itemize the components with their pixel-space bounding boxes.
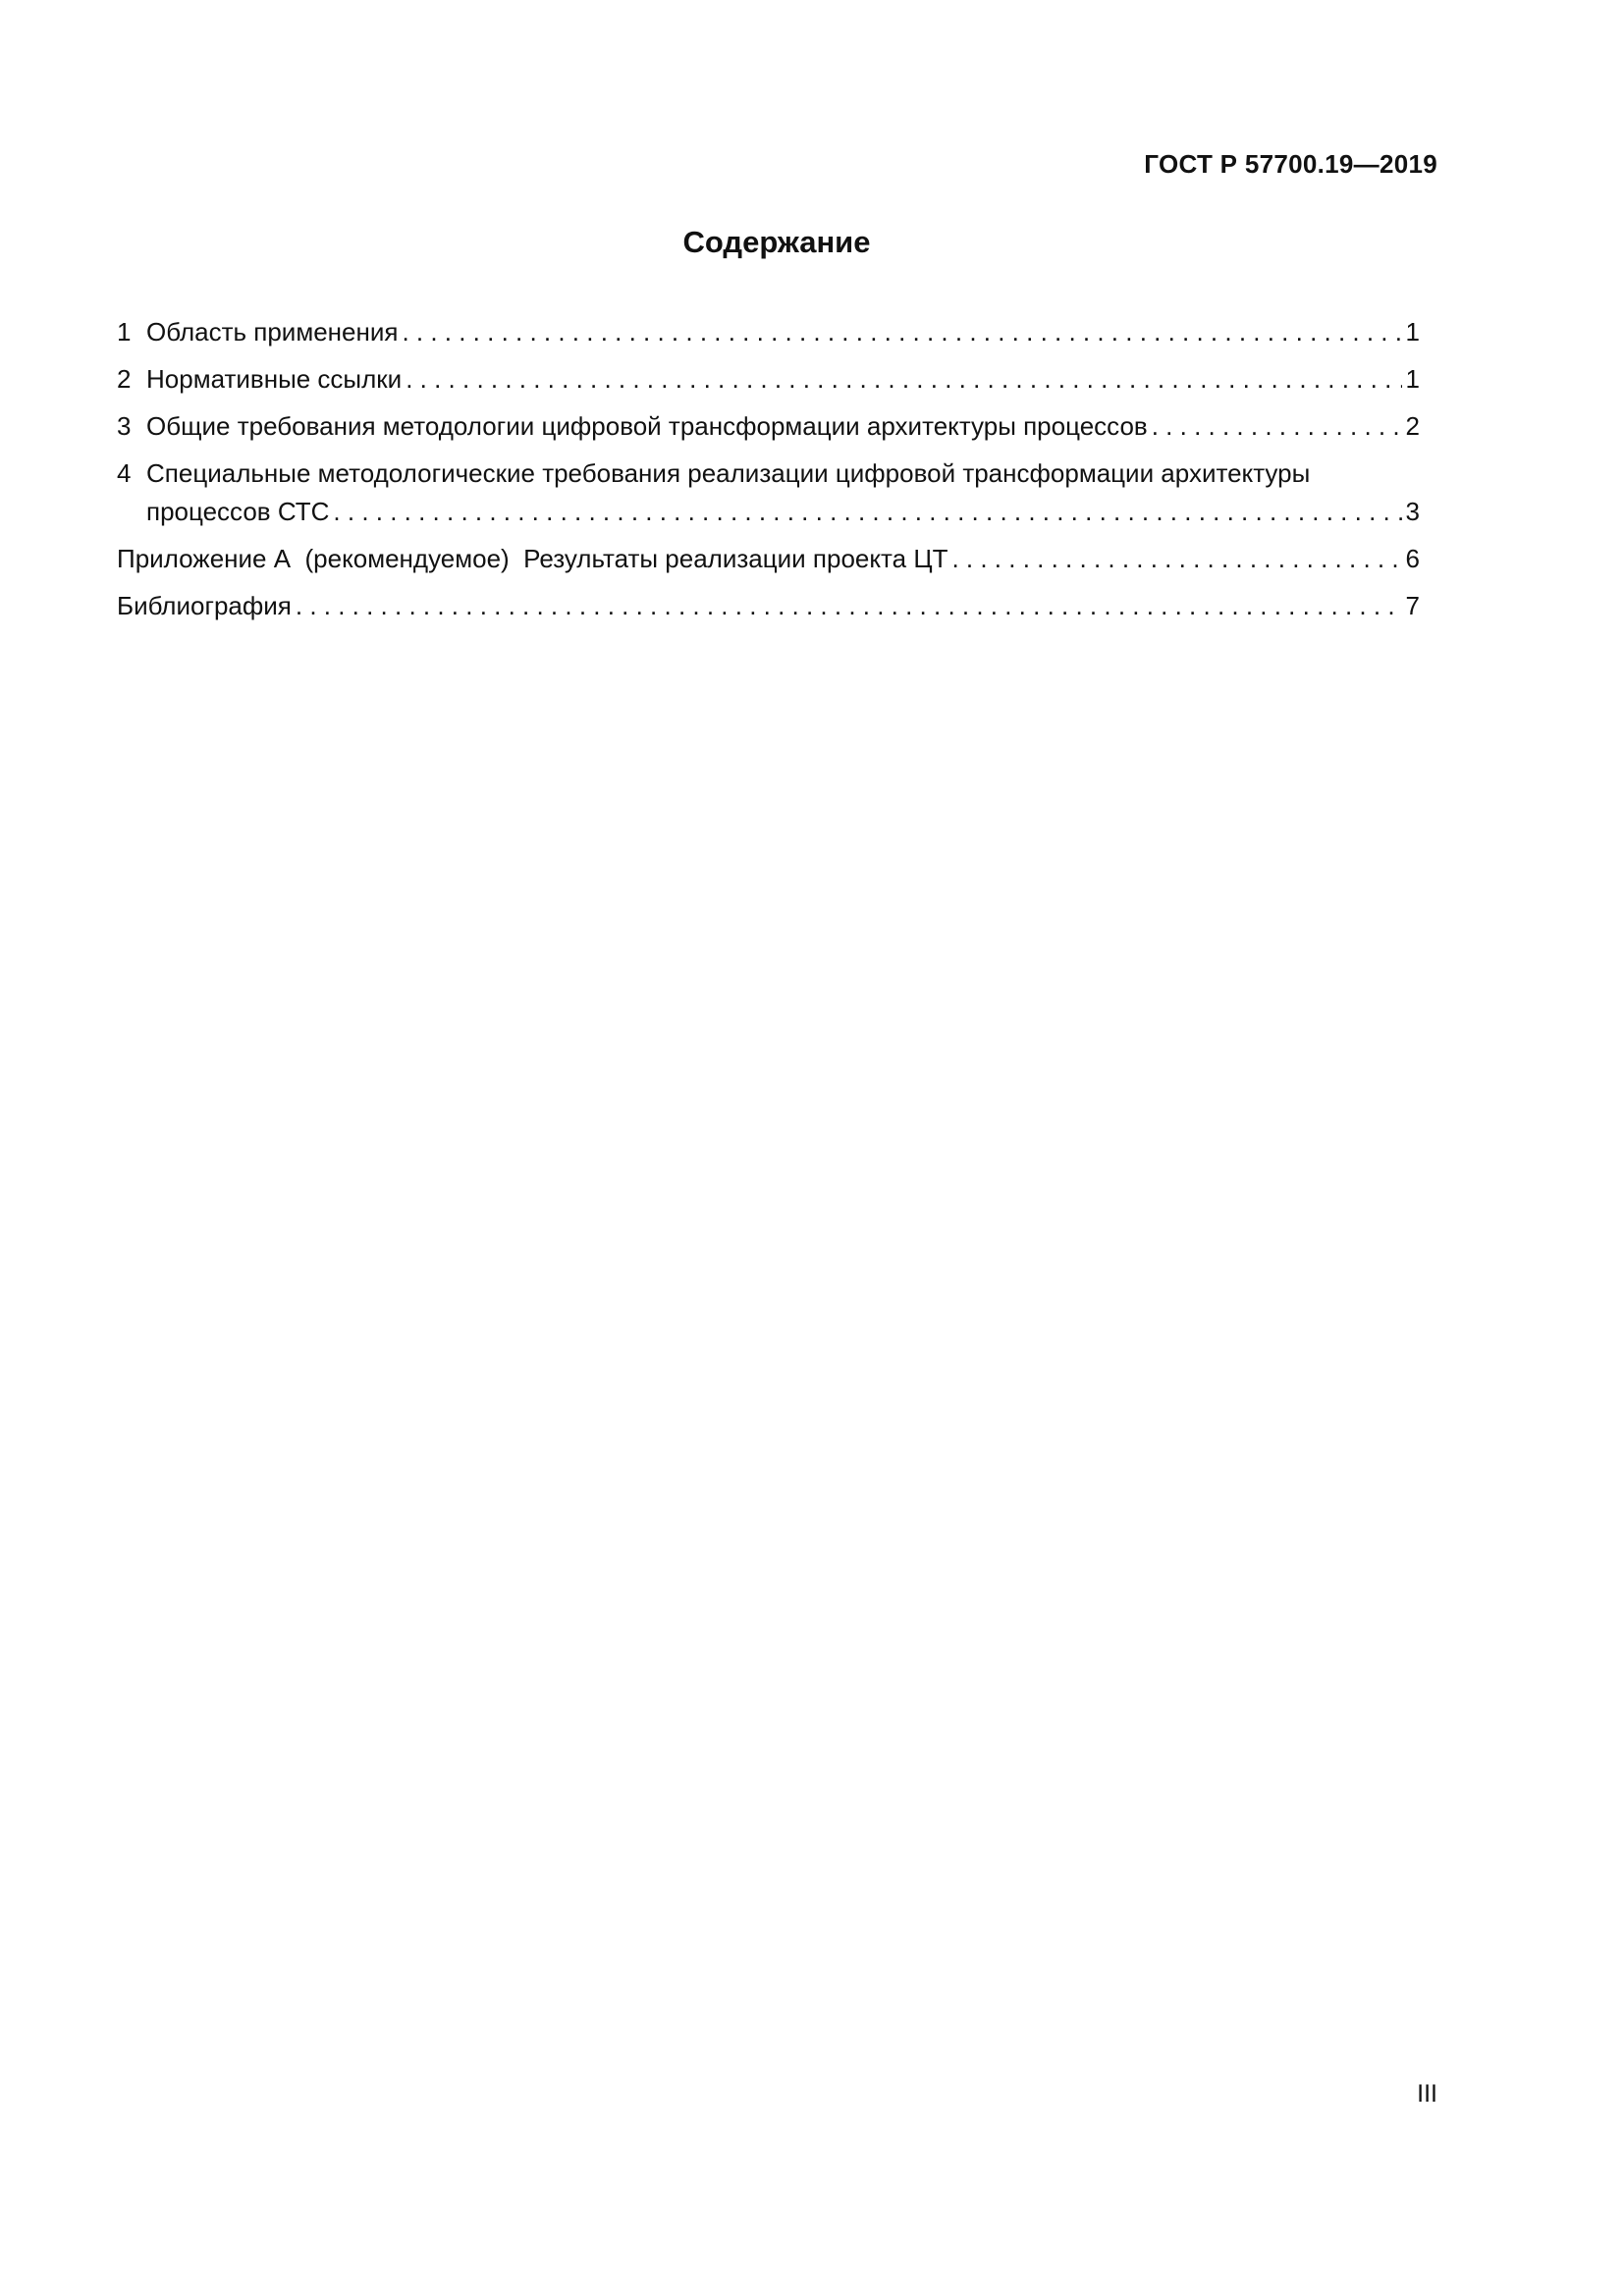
toc-title: Содержание: [682, 225, 871, 259]
toc-dot-leader: [402, 317, 1401, 347]
toc-entry-page: 7: [1405, 591, 1420, 620]
toc-entry-label: Специальные методологические требования реализации цифровой трансформации архитектуры: [146, 458, 1311, 488]
toc-entry-label: Нормативные ссылки: [146, 364, 403, 394]
toc-entry-scope[interactable]: [117, 300, 1420, 347]
toc-dot-leader: [406, 364, 1401, 395]
toc-entry-label-continued: процессов СТС: [146, 497, 330, 526]
page-number: III: [1417, 2080, 1437, 2108]
toc-dot-leader: [951, 544, 1401, 574]
toc-entry-bibliography[interactable]: [117, 574, 1420, 621]
toc-entry-normative-references[interactable]: [117, 347, 1420, 395]
toc-entry-general-requirements[interactable]: [117, 395, 1420, 442]
toc-entry-number: 1: [117, 317, 132, 347]
document-code: ГОСТ Р 57700.19—2019: [1144, 149, 1437, 179]
toc-entry-label: Общие требования методологии цифровой трансформации архитектуры процессов: [146, 411, 1148, 441]
toc-entry-page: 3: [1405, 497, 1420, 526]
toc-entry-page: 6: [1405, 544, 1420, 573]
toc-entry-number: 2: [117, 364, 132, 394]
toc-dot-leader: [333, 497, 1401, 527]
toc-entry-special-requirements-continued[interactable]: [117, 489, 1420, 527]
toc-entry-number: 4: [117, 458, 132, 488]
toc-entry-label: Область применения: [146, 317, 399, 347]
toc-entry-number: 3: [117, 411, 132, 441]
toc-entry-label: Приложение А (рекомендуемое) Результаты реализации проекта ЦТ: [117, 544, 948, 573]
toc-entry-page: 1: [1405, 364, 1420, 394]
toc-dot-leader: [1152, 411, 1402, 442]
toc-entry-page: 2: [1405, 411, 1420, 441]
toc-entry-appendix-a[interactable]: [117, 527, 1420, 574]
toc-dot-leader: [296, 591, 1402, 621]
toc-entry-page: 1: [1405, 317, 1420, 347]
toc-entry-special-requirements[interactable]: [117, 442, 1420, 489]
table-of-contents: [117, 300, 1420, 621]
toc-entry-label: Библиография: [117, 591, 292, 620]
